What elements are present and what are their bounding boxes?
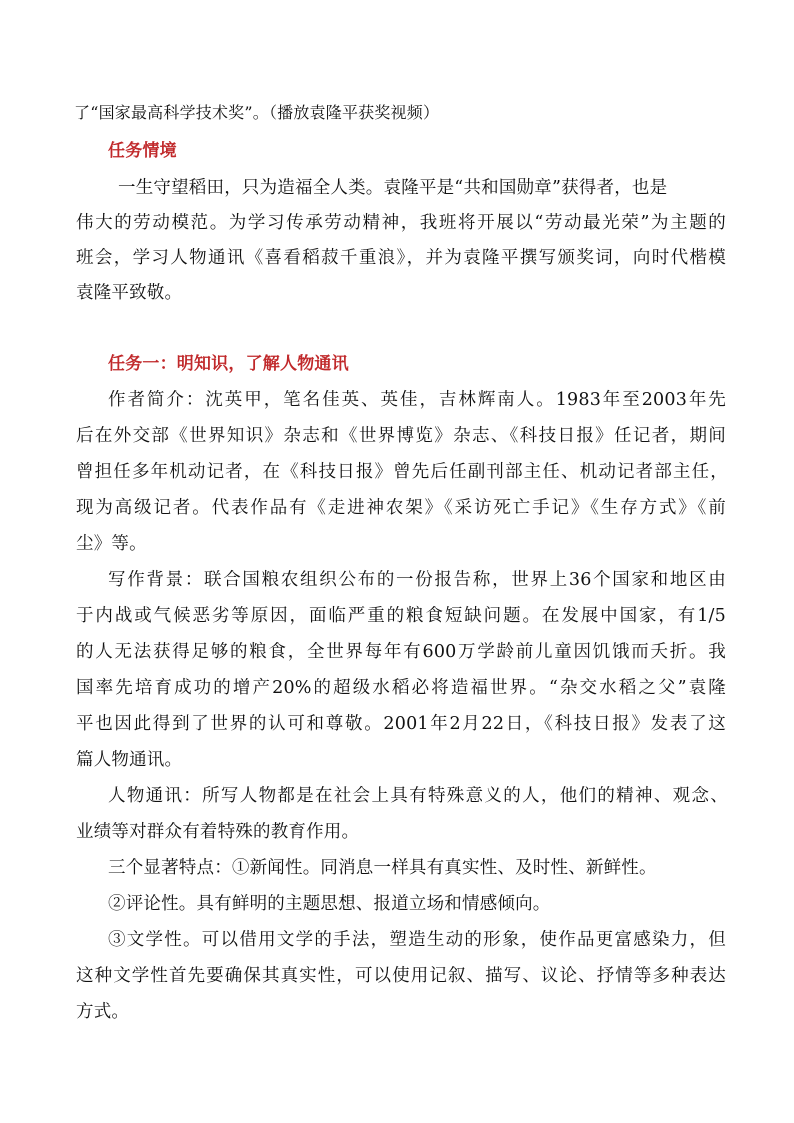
paragraph-line: 的人无法获得足够的粮食，全世界每年有600万学龄前儿童因饥饿而夭折。我 [76,642,726,662]
paragraph-line: 班会，学习人物通讯《喜看稻菽千重浪》，并为袁隆平撰写颁奖词，向时代楷模 [76,248,726,268]
paragraph-line: 这种文学性首先要确保其真实性，可以使用记叙、描写、议论、抒情等多种表达 [76,966,726,986]
section-heading-task-context: 任务情境 [108,141,177,161]
paragraph-line: 三个显著特点：①新闻性。同消息一样具有真实性、及时性、新鲜性。 [108,858,657,878]
paragraph-line: 伟大的劳动模范。为学习传承劳动精神，我班将开展以“劳动最光荣”为主题的 [76,213,726,233]
paragraph-line: 篇人物通讯。 [76,750,183,770]
paragraph-line: 现为高级记者。代表作品有《走进神农架》《采访死亡手记》《生存方式》《前 [76,498,726,518]
paragraph-line: 方式。 [76,1002,130,1022]
paragraph-line: 业绩等对群众有着特殊的教育作用。 [76,822,360,842]
paragraph-line: 袁隆平致敬。 [76,283,183,303]
paragraph-line: 后在外交部《世界知识》杂志和《世界博览》杂志、《科技日报》任记者，期间 [76,426,726,446]
paragraph-line: ②评论性。具有鲜明的主题思想、报道立场和情感倾向。 [108,894,551,914]
paragraph-line: 作者简介：沈英甲，笔名佳英、英佳，吉林辉南人。1983年至2003年先 [108,390,726,410]
paragraph-line: 曾担任多年机动记者，在《科技日报》曾先后任副刊部主任、机动记者部主任， [76,462,728,482]
paragraph-line: 国率先培育成功的增产20%的超级水稻必将造福世界。“杂交水稻之父”袁隆 [76,678,726,698]
paragraph-line: 人物通讯：所写人物都是在社会上具有特殊意义的人，他们的精神、观念、 [108,786,728,806]
intro-line: 了“国家最高科学技术奖”。（播放袁隆平获奖视频） [74,103,440,122]
paragraph-line: ③文学性。可以借用文学的手法，塑造生动的形象，使作品更富感染力，但 [108,930,726,950]
paragraph-line: 一生守望稻田，只为造福全人类。袁隆平是“共和国勋章”获得者，也是 [118,178,668,198]
paragraph-line: 尘》等。 [76,534,147,554]
paragraph-line: 于内战或气候恶劣等原因，面临严重的粮食短缺问题。在发展中国家，有1/5 [76,606,726,626]
paragraph-line: 写作背景：联合国粮农组织公布的一份报告称，世界上36个国家和地区由 [108,570,726,590]
paragraph-line: 平也因此得到了世界的认可和尊敬。2001年2月22日，《科技日报》发表了这 [76,714,726,734]
section-heading-task-one: 任务一：明知识，了解人物通讯 [108,354,349,374]
